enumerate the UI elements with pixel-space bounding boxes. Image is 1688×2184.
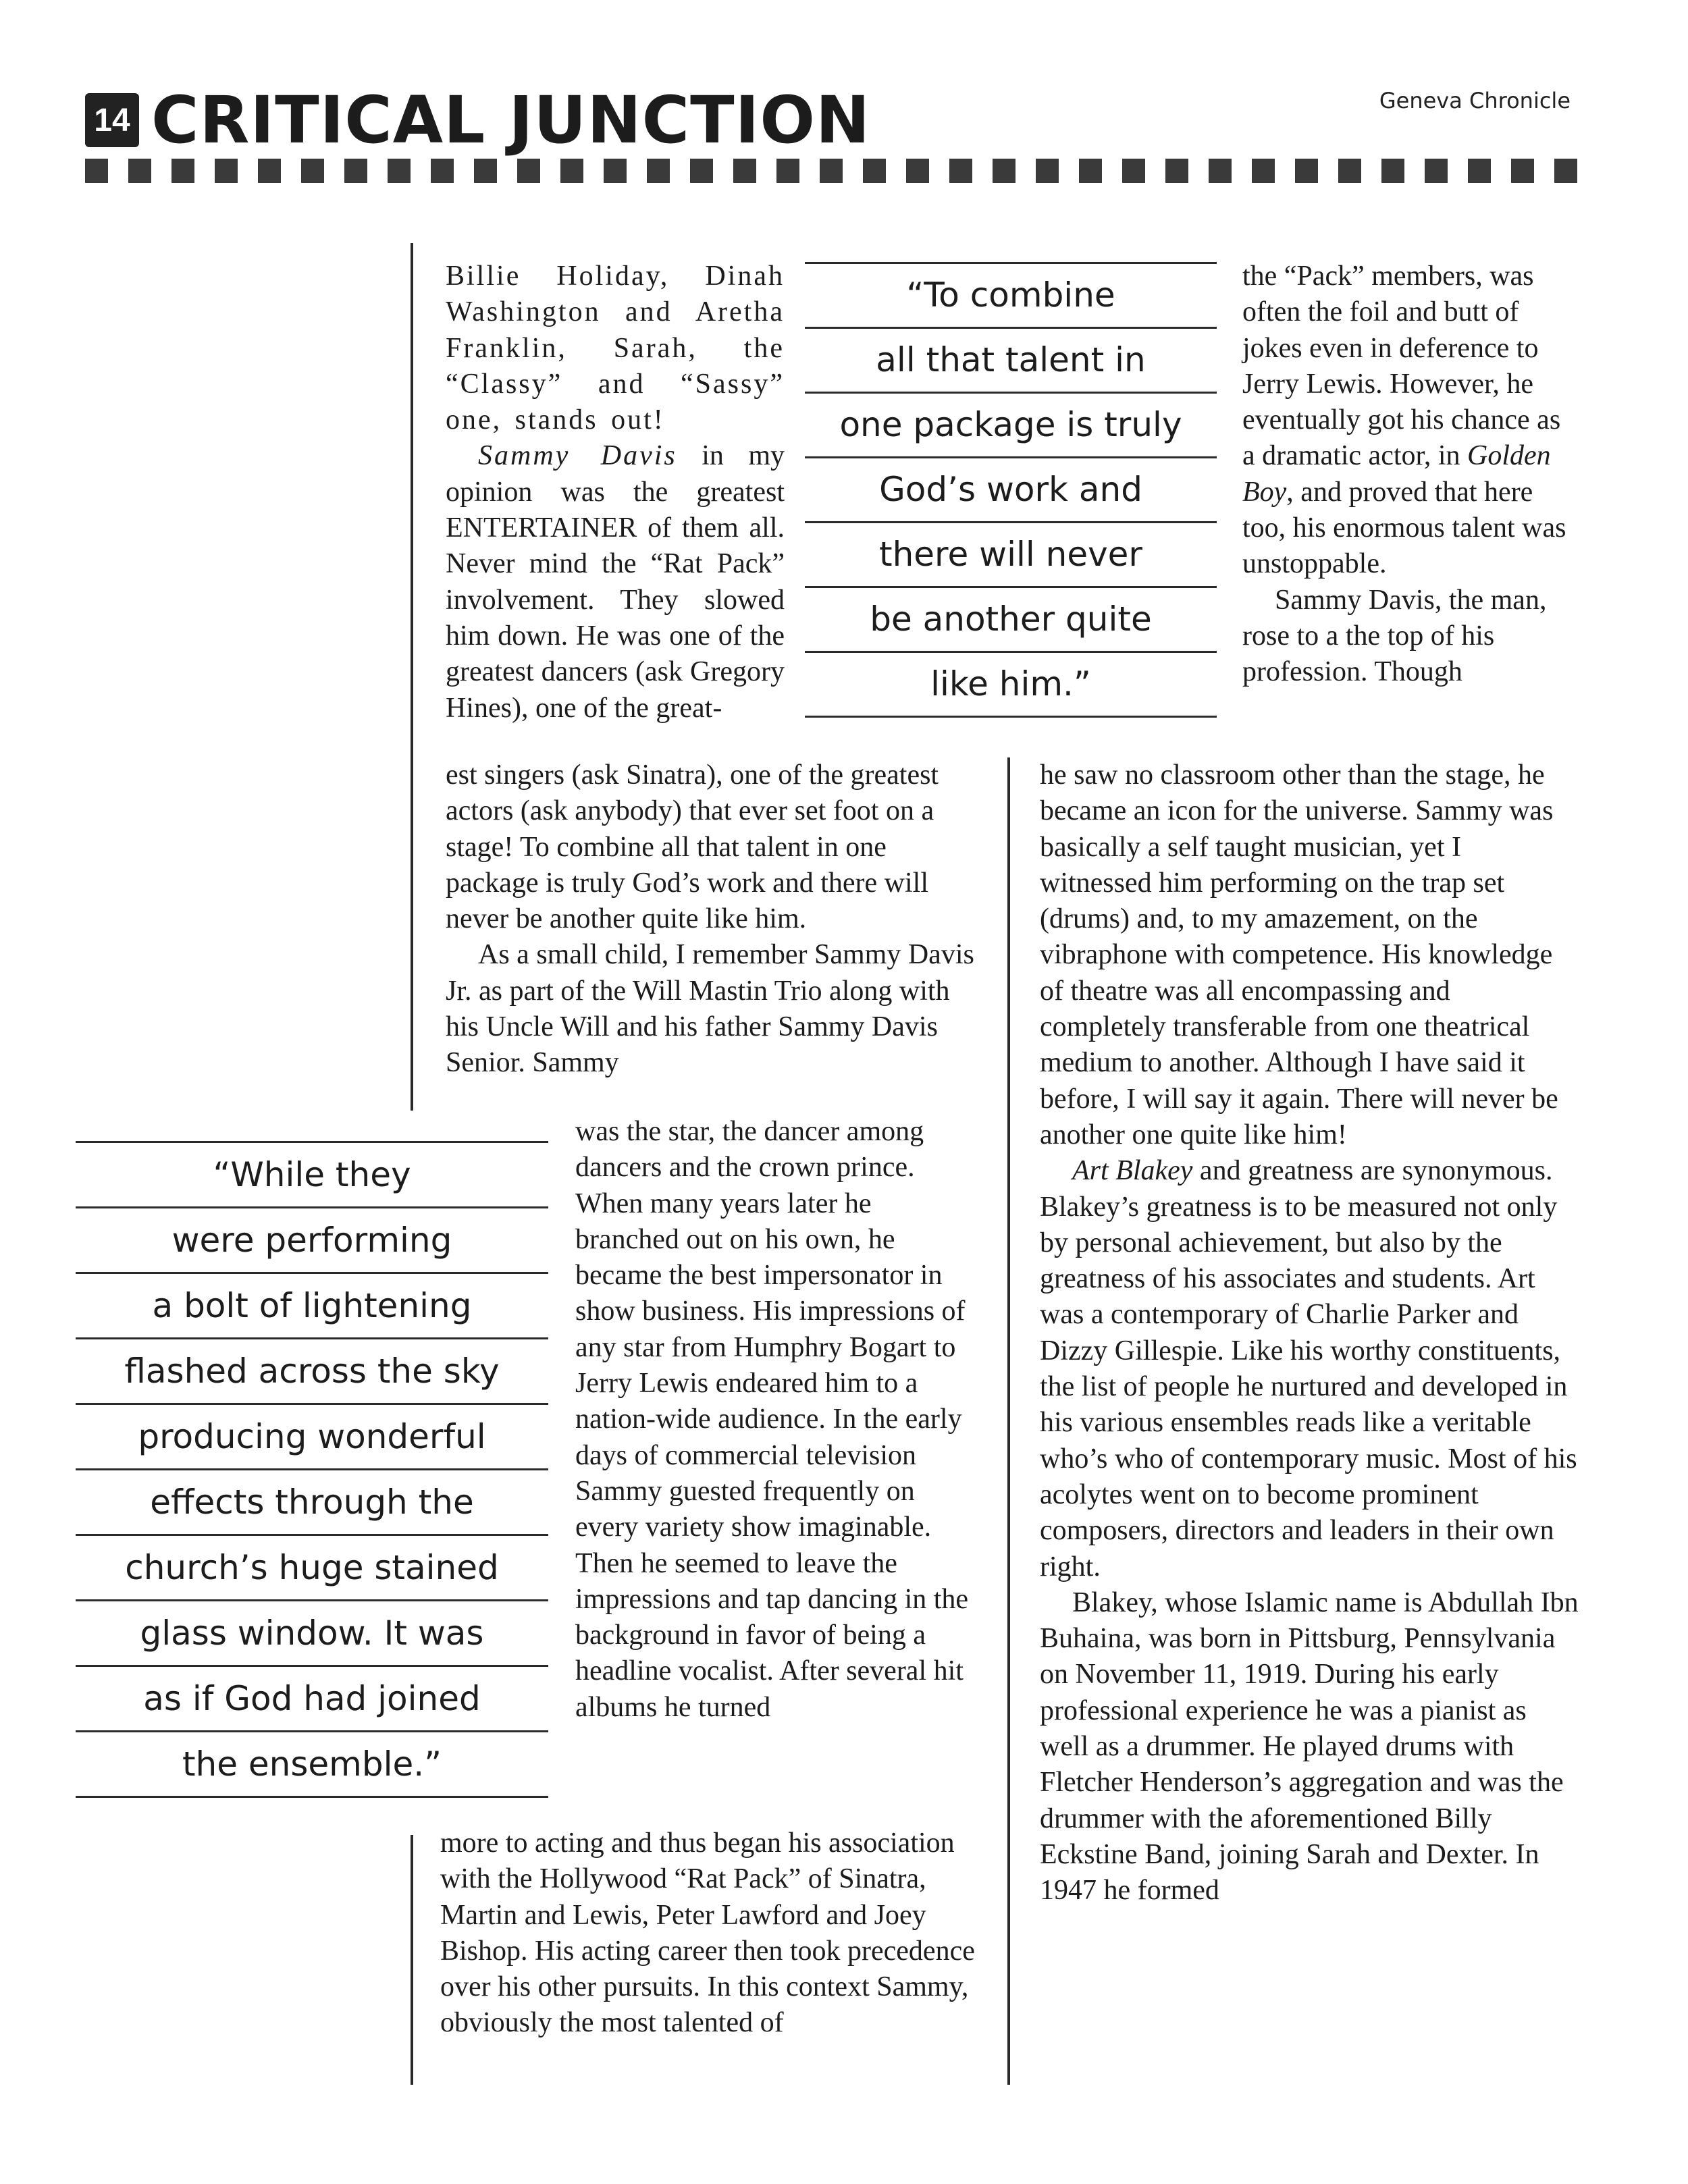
article-column-b-main [1040, 757, 1580, 1909]
pull-quote-line: a bolt of lightening [152, 1286, 472, 1325]
pull-quote-line: producing wonderful [138, 1417, 486, 1456]
page-number: 14 [94, 102, 130, 138]
name-art-blakey: Art Blakey [1072, 1155, 1193, 1187]
pull-quote-line: be another quite [870, 600, 1152, 639]
paragraph-sammy-text: in my opinion was the greatest ENTERTAINER of them all. Never mind the “Rat Pack” involvement. They slowed him down. He was one of the greatest dancers (ask Gregory Hines), one of the great- [446, 440, 785, 724]
pull-quote-line: one package is truly [839, 405, 1182, 444]
paragraph-acting: more to acting and thus began his association with the Hollywood “Rat Pack” of Sinatra, Martin and Lewis, Peter Lawford and Joey Bishop. His acting career then took precedence over his other pursuits. In this context Sammy, obviously the most talented of [440, 1828, 975, 2039]
paragraph-blakey-text: and greatness are synonymous. Blakey’s greatness is to be measured not only by personal achievement, but also by the greatness of his associates and students. Art was a contemporary of Charlie Parker and Dizzy Gillespie. Like his worthy constituents, the list of people he nurtured and developed in his various ensembles reads like a veritable who’s who of contemporary music. Most of his acolytes went on to become prominent composers, directors and leaders in their own right. [1040, 1155, 1577, 1582]
column-rule-upper [411, 243, 413, 1111]
pull-quote-line: effects through the [150, 1483, 474, 1522]
paragraph-blakey-bio: Blakey, whose Islamic name is Abdullah Ibn Buhaina, was born in Pittsburg, Pennsylvania on November 11, 1919. During his early professional experience he was a pianist as well as a drummer. He played drums with Fletcher Henderson’s aggregation and was the drummer with the aforementioned Billy Eckstine Band, joining Sarah and Dexter. In 1947 he formed [1040, 1587, 1579, 1907]
pull-quote-line: “To combine [906, 275, 1115, 315]
page-number-badge [85, 93, 139, 147]
paragraph-man: Sammy Davis, the man, rose to a the top of his profession. Though [1242, 584, 1547, 688]
section-title: CRITICAL JUNCTION [151, 82, 871, 158]
header-square-rule [85, 159, 1584, 183]
paragraph-talent: est singers (ask Sinatra), one of the greatest actors (ask anybody) that ever set foot on a stage! To combine all that talent in one package is truly God’s work and there will never be another quite like him. [446, 760, 939, 935]
article-column-b-top [1242, 259, 1579, 691]
publication-name: Geneva Chronicle [1379, 88, 1571, 113]
pull-quote-line: church’s huge stained [125, 1548, 499, 1587]
pull-quote-line: glass window. It was [140, 1614, 484, 1653]
pull-quote-line: there will never [879, 535, 1142, 574]
article-column-a-narrow [575, 1114, 980, 1726]
film-golden-boy: Golden Boy [1242, 440, 1551, 508]
pull-quote-rule [805, 716, 1217, 718]
paragraph-star: was the star, the dancer among dancers and the crown prince. When many years later he branched out on his own, he became the best impersonator in show business. His impressions of any star from Humphry Bogart to Jerry Lewis endeared him to a nation-wide audience. In the early days of commercial television Sammy guested frequently on every variety show imaginable. Then he seemed to leave the impressions and tap dancing in the background in favor of being a headline vocalist. After several hit albums he turned [575, 1116, 969, 1723]
pull-quote-line: as if God had joined [143, 1679, 481, 1718]
column-rule-middle [1007, 757, 1010, 2085]
pull-quote-line: the ensemble.” [182, 1744, 442, 1784]
pull-quote-line: like him.” [930, 664, 1091, 703]
column-rule-lower [411, 1835, 413, 2085]
paragraph-childhood: As a small child, I remember Sammy Davis Jr. as part of the Will Mastin Trio along with his Uncle Will and his father Sammy Davis Senior. Sammy [446, 939, 974, 1079]
paragraph-pack-b: , and proved that here too, his enormous talent was unstoppable. [1242, 476, 1566, 580]
pull-quote-line: were performing [172, 1221, 452, 1260]
pull-quote-line: flashed across the sky [124, 1352, 500, 1391]
name-sammy-davis: Sammy Davis [478, 440, 677, 472]
pull-quote-top [805, 262, 1217, 718]
paragraph-classroom: he saw no classroom other than the stage, he became an icon for the universe. Sammy was basically a self taught musician, yet I witnessed him performing on the trap set (drums) and, to my amazement, on the vibraphone with competence. His knowledge of theatre was all encompassing and completely transferable from one theatrical medium to another. Although I have said it before, I will say it again. There will never be another one quite like him! [1040, 760, 1558, 1150]
pull-quote-line: “While they [213, 1155, 411, 1194]
pull-quote-rule [76, 1796, 548, 1798]
paragraph-pack-a: the “Pack” members, was often the foil and butt of jokes even in deference to Jerry Lewis. However, he eventually got his chance as a dramatic actor, in [1242, 261, 1561, 472]
article-column-a-top [446, 259, 785, 726]
pull-quote-left [76, 1141, 548, 1798]
paragraph-intro: Billie Holiday, Dinah Washington and Aretha Franklin, Sarah, the “Classy” and “Sassy” one, stands out! [446, 261, 785, 436]
pull-quote-line: God’s work and [879, 470, 1142, 509]
article-column-a-bottom [440, 1826, 980, 2042]
article-column-a-wide [446, 757, 979, 1082]
pull-quote-line: all that talent in [876, 340, 1146, 379]
